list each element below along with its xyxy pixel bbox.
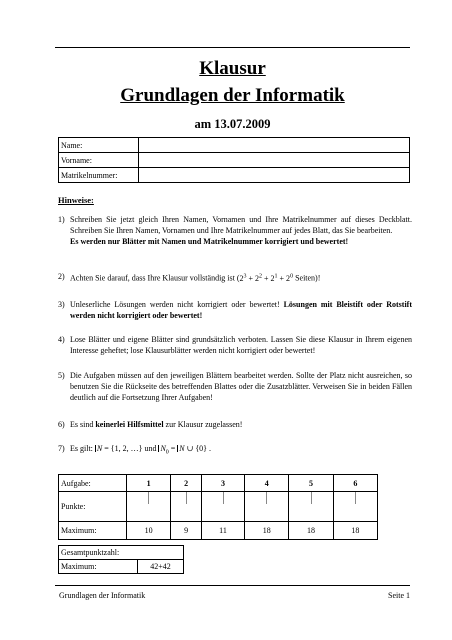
firstname-label: Vorname: (59, 153, 139, 168)
name-row (59, 138, 410, 153)
firstname-row (59, 153, 410, 168)
hint-text: zur Klausur zugelassen! (165, 420, 243, 429)
hint-num: 3) (58, 300, 65, 309)
task-row (59, 475, 378, 492)
hint-item-2 (58, 271, 412, 284)
total-max-row (59, 560, 184, 574)
maximum-value: 10 (127, 522, 171, 540)
hint-num: 6) (58, 420, 65, 429)
hint-bold-text: Lösungen mit Bleistift oder Rotstift werden nicht korrigiert oder bewertet! (70, 300, 413, 320)
hint-text: Achten Sie darauf, dass Ihre Klausur vollständig ist ( (70, 273, 240, 283)
total-label: Gesamtpunktzahl: (59, 546, 184, 560)
matrikel-row (59, 168, 410, 183)
hint-item-5 (58, 370, 412, 403)
page-number: Seite 1 (388, 591, 410, 600)
maximum-label: Maximum: (59, 522, 127, 540)
points-cell[interactable] (333, 492, 377, 522)
hint-text: Lose Blätter und eigene Blätter sind grundsätzlich verboten. Lassen Sie diese Klausur in Ihrem eigenen Interesse geheftet; lose Klausurblätter werden nicht korrigiert oder bewertet! (70, 335, 412, 355)
points-cell[interactable] (245, 492, 289, 522)
hint-num: 5) (58, 371, 65, 380)
points-cell[interactable] (201, 492, 244, 522)
points-cell[interactable] (127, 492, 171, 522)
hint-text: Seiten)! (293, 273, 321, 283)
hint-text: und (144, 444, 157, 453)
points-row (59, 492, 378, 522)
task-number: 6 (333, 475, 377, 492)
hint-text: Es gilt: (70, 444, 93, 453)
maximum-value: 18 (245, 522, 289, 540)
hint-bold-text: keinerlei Hilfsmittel (95, 420, 164, 429)
points-cell[interactable] (171, 492, 202, 522)
top-rule (55, 47, 410, 48)
firstname-field[interactable] (139, 153, 410, 168)
hint-item-4 (58, 334, 412, 356)
hint-item-7: 7) Es gilt: N = {1, 2, …} und $N_0 = N$ ∪ {0} . (58, 444, 212, 456)
hint-num: 1) (58, 215, 65, 224)
set-expression: ∪ {0} . (186, 444, 212, 453)
maximum-row (59, 522, 378, 540)
total-table (58, 545, 184, 574)
task-number: 5 (289, 475, 333, 492)
total-max-value: 42+42 (138, 560, 184, 574)
hint-num: 4) (58, 335, 65, 344)
natural-numbers-symbol: N (179, 444, 185, 453)
hint-bold-text: Es werden nur Blätter mit Namen und Matrikelnummer korrigiert und bewertet! (70, 237, 349, 246)
matrikel-label: Matrikelnummer: (59, 168, 139, 183)
maximum-value: 9 (171, 522, 202, 540)
total-row (59, 546, 184, 560)
hint-text: Unleserliche Lösungen werden nicht korrigiert oder bewertet! (70, 300, 280, 309)
name-field[interactable] (139, 138, 410, 153)
total-max-label: Maximum: (59, 560, 138, 574)
hint-item-3 (58, 299, 412, 321)
task-number: 2 (171, 475, 202, 492)
maximum-value: 18 (333, 522, 377, 540)
footer-rule (55, 585, 410, 586)
hint-item-6 (58, 419, 412, 430)
task-number: 3 (201, 475, 244, 492)
maximum-value: 11 (201, 522, 244, 540)
exam-date: am 13.07.2009 (194, 117, 271, 131)
task-number: 4 (245, 475, 289, 492)
task-number: 1 (127, 475, 171, 492)
hints-heading: Hinweise: (58, 195, 94, 205)
footer-course: Grundlagen der Informatik (59, 591, 146, 600)
score-table (58, 474, 378, 540)
natural-numbers-symbol: N (96, 444, 103, 453)
name-table (58, 137, 410, 183)
hint-item-1 (58, 214, 412, 247)
hint-text: Es sind (70, 420, 94, 429)
hint-text: Schreiben Sie jetzt gleich Ihren Namen, Vornamen und Ihre Matrikelnummer auf dieses Deckblatt. Schreiben Sie Ihren Namen, Vornamen und Ihre Matrikelnummer auf jedes Blatt, das Sie bearbeiten. (70, 215, 412, 235)
matrikel-field[interactable] (139, 168, 410, 183)
natural-numbers-zero-symbol: $N_0$ (160, 444, 169, 456)
maximum-value: 18 (289, 522, 333, 540)
hint-num: 7) (58, 444, 65, 453)
name-label: Name: (59, 138, 139, 153)
points-cell[interactable] (289, 492, 333, 522)
task-label: Aufgabe: (59, 475, 127, 492)
page-title: Klausur (199, 58, 266, 79)
hint-text: Die Aufgaben müssen auf den jeweiligen Blättern bearbeitet werden. Sollte der Platz nicht ausreichen, so benutzen Sie die Rückseite des betreffenden Blattes oder die Zusatzblätter. Verweisen Sie in beiden Fällen deutlich auf die Fortsetzung Ihrer Aufgaben! (70, 371, 412, 402)
points-label: Punkte: (59, 492, 127, 522)
page-count-formula: $2^3 + 2^2 + 2^1 + 2^0$ (239, 273, 294, 283)
set-expression: = {1, 2, …} (104, 444, 143, 453)
page-subtitle: Grundlagen der Informatik (120, 85, 345, 106)
hint-num: 2) (58, 272, 65, 281)
